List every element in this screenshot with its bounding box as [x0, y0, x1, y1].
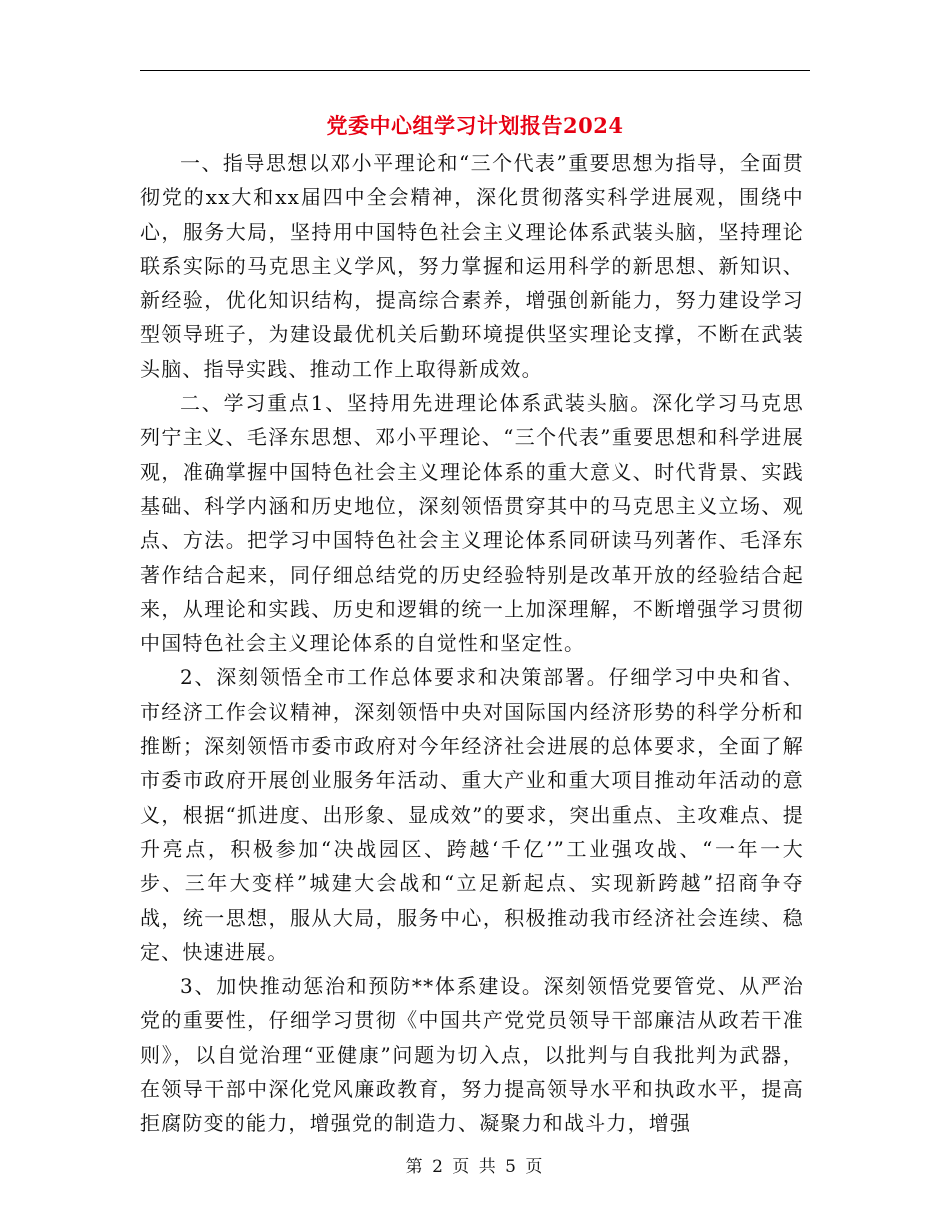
document-title: 党委中心组学习计划报告2024: [326, 113, 624, 138]
paragraph-study-focus-2: 2、深刻领悟全市工作总体要求和决策部署。仔细学习中央和省、市经济工作会议精神，深刻领悟中央对国际国内经济形势的科学分析和推断；深刻领悟市委市政府对今年经济社会进展的总体要求，全面了解市委市政府开展创业服务年活动、重大产业和重大项目推动年活动的意义，根据“抓进度、出形象、显成效”的要求，突出重点、主攻难点、提升亮点，积极参加“决战园区、跨越‘千亿’”工业强攻战、“一年一大步、三年大变样”城建大会战和“立足新起点、实现新跨越”招商争夺战，统一思想，服从大局，服务中心，积极推动我市经济社会连续、稳定、快速进展。: [140, 665, 804, 964]
paragraph-study-focus-1: 二、学习重点1、坚持用先进理论体系武装头脑。深化学习马克思列宁主义、毛泽东思想、邓小平理论、“三个代表”重要思想和科学进展观，准确掌握中国特色社会主义理论体系的重大意义、时代背景、实践基础、科学内涵和历史地位，深刻领悟贯穿其中的马克思主义立场、观点、方法。把学习中国特色社会主义理论体系同研读马列著作、毛泽东著作结合起来，同仔细总结党的历史经验特别是改革开放的经验结合起来，从理论和实践、历史和逻辑的统一上加深理解，不断增强学习贯彻中国特色社会主义理论体系的自觉性和坚定性。: [140, 391, 804, 656]
header-rule: [140, 70, 810, 71]
page-number-footer: 第 2 页 共 5 页: [405, 1157, 545, 1177]
paragraph-study-focus-3: 3、加快推动惩治和预防**体系建设。深刻领悟党要管党、从严治党的重要性，仔细学习贯彻《中国共产党党员领导干部廉洁从政若干准则》，以自觉治理“亚健康”问题为切入点，以批判与自我批判为武器，在领导干部中深化党风廉政教育，努力提高领导水平和执政水平，提高拒腐防变的能力，增强党的制造力、凝聚力和战斗力，增强: [140, 974, 804, 1136]
paragraph-guiding-thought: 一、指导思想以邓小平理论和“三个代表”重要思想为指导，全面贯彻党的xx大和xx届四中全会精神，深化贯彻落实科学进展观，围绕中心，服务大局，坚持用中国特色社会主义理论体系武装头脑，坚持理论联系实际的马克思主义学风，努力掌握和运用科学的新思想、新知识、新经验，优化知识结构，提高综合素养，增强创新能力，努力建设学习型领导班子，为建设最优机关后勤环境提供坚实理论支撑，不断在武装头脑、指导实践、推动工作上取得新成效。: [140, 151, 804, 381]
document-body: [140, 146, 804, 1141]
